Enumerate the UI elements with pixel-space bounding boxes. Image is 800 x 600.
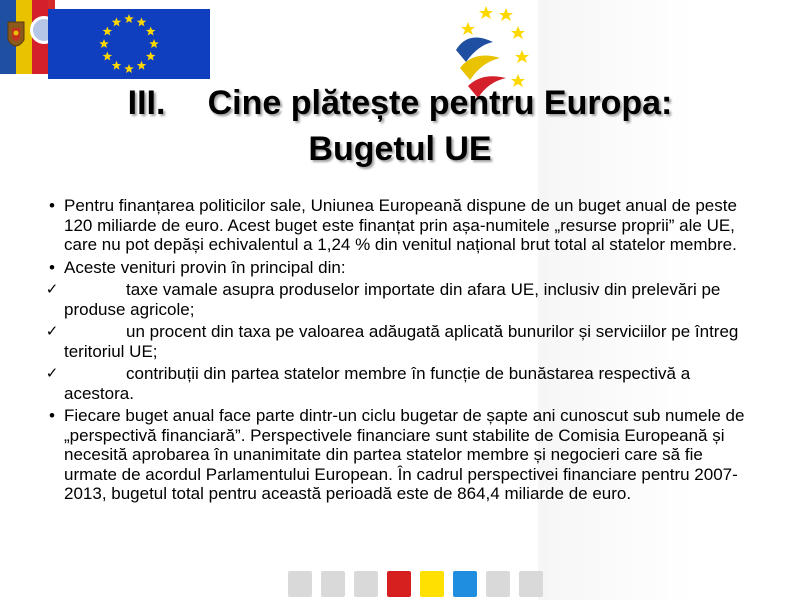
check-text: contribuții din partea statelor membre în funcție de bunăstarea respectivă a acestora.	[64, 364, 691, 403]
decorative-squares	[288, 571, 543, 597]
bullet-item	[44, 196, 756, 255]
decorative-square	[453, 571, 477, 597]
title-number: III.	[127, 84, 166, 122]
bullet-text: Pentru finanțarea politicilor sale, Uniunea Europeană dispune de un buget anual de peste 120 miliarde de euro. Acest buget este finanțat prin așa-numitele „resurse proprii” ale UE, care nu pot depăși echivalentul a 1,24 % din venitul național brut total al statelor membre.	[64, 196, 737, 254]
decorative-square	[321, 571, 345, 597]
checkmark-icon: ✓	[45, 281, 59, 298]
checkmark-icon: ✓	[45, 323, 59, 340]
slide-title	[0, 80, 800, 172]
coat-of-arms-icon	[4, 18, 28, 54]
title-line-1: Cine plătește pentru Europa:	[207, 84, 673, 122]
decorative-square	[519, 571, 543, 597]
bullet-icon: •	[49, 257, 55, 277]
bullet-text: Aceste venituri provin în principal din:	[64, 257, 346, 277]
check-item	[44, 280, 756, 319]
bullet-item	[44, 406, 756, 504]
slide-body	[44, 196, 756, 504]
decorative-square	[486, 571, 510, 597]
decorative-square	[387, 571, 411, 597]
title-line-2: Bugetul UE	[308, 130, 492, 168]
bullet-item	[44, 258, 756, 278]
check-item	[44, 322, 756, 361]
bullet-icon: •	[49, 406, 55, 425]
check-text: un procent din taxa pe valoarea adăugată aplicată bunurilor și serviciilor pe întreg teritoriul UE;	[64, 322, 739, 361]
decorative-square	[288, 571, 312, 597]
decorative-square	[354, 571, 378, 597]
bullet-icon: •	[49, 196, 55, 215]
eu-flag-icon	[48, 9, 210, 79]
bullet-text: Fiecare buget anual face parte dintr-un ciclu bugetar de șapte ani cunoscut sub numele de „perspectivă financiară”. Perspectivele financiare sunt stabilite de Comisia Europeană și necesită aprobarea în unanimitate din partea statelor membre și negocieri care să fie urmate de acordul Parlamentului European. În cadrul perspectivei financiare pentru 2007-2013, bugetul total pentru această perioadă este de 864,4 miliarde de euro.	[64, 406, 745, 503]
check-text: taxe vamale asupra produselor importate din afara UE, inclusiv din prelevări pe produse agricole;	[64, 280, 721, 319]
decorative-square	[420, 571, 444, 597]
checkmark-icon: ✓	[45, 365, 59, 382]
check-item	[44, 364, 756, 403]
